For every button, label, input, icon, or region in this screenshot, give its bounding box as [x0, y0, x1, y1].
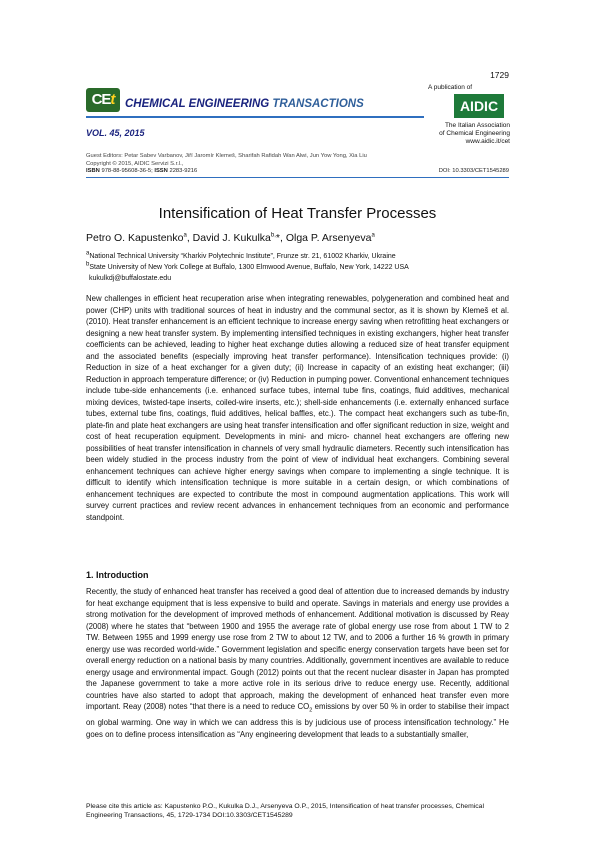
doi[interactable]: DOI: 10.3303/CET1545289 — [438, 168, 509, 174]
page-number: 1729 — [490, 70, 509, 80]
journal-logo: CEt — [86, 88, 120, 112]
paper-title: Intensification of Heat Transfer Processes — [158, 205, 437, 222]
journal-volume: VOL. 45, 2015 — [86, 128, 145, 138]
affiliation-2: $^b$State University of New York College at Buffalo, 1300 Elmwood Avenue, Buffalo, New York, 14222 USA — [86, 261, 409, 271]
header-rule — [86, 116, 424, 118]
guest-editors: Guest Editors: Petar Sabev Varbanov, Jiří Jaromír Klemeš, Sharifah Rafidah Wan Alwi, Jun Yow Yong, Xia Liu — [86, 153, 367, 159]
publisher-info — [428, 122, 510, 146]
publication-of-label: A publication of — [428, 84, 473, 91]
author-email[interactable]: kukulkdj@buffalostate.edu — [89, 275, 172, 282]
affiliation-1: $^a$National Technical University “Kharkiv Polytechnic Institute”, Frunze str. 21, 61002 Kharkiv, Ukraine — [86, 250, 396, 260]
isbn-issn: ISBN 978-88-95608-36-5; ISSN 2283-9216 — [86, 168, 198, 174]
publisher-url[interactable]: www.aidic.it/cet — [465, 138, 510, 145]
journal-title: CHEMICAL ENGINEERING TRANSACTIONS — [125, 98, 364, 110]
publisher-logo: AIDIC — [454, 94, 504, 118]
abstract: New challenges in efficient heat recuperation arise when integrating renewables, polygeneration and combined heat and power (CHP) units with traditional sources of heat in industry and the communal sector, as it is shown by Klemeš et al. (2010). Heat transfer enhancement is an efficient technique to increase energy saving when retrofitting heat exchangers or designing a new heat transfer system. By implementing intensified techniques in existing exchangers, higher heat transfer coefficients can be achieved, leading to higher heat exchange duties allowing a reduced size of heat transfer equipment and the associated benefits (especially improving heat transfer performance). Intensification techniques provide: (i) Reduction in size of a heat exchanger for a given duty; (ii) Increase in capacity of an existing heat exchanger; (iii) Reduction in approach temperature difference; or (iv) Reduction in pumping power. Conventional enhancement techniques include tube-side enhancements (i.e. enhanced surface tubes, internal tube fins, coatings, fluid additives, mechanical mixing devices, twisted-tape inserts, coiled-wire inserts, etc.); shell-side enhancements (i.e. externally enhanced surface tubes, external tube fins, coatings, fluid additives, helical baffles, etc.). The compact heat exchangers such as tube-fin, plate-fin and plate heat exchangers are using heat transfer intensification and offer significant reduction in size, weight and cost of heat recuperation equipment. Developments in mini- and micro- channel heat exchangers are offering new possibilities of heat transfer intensification in channels of very small hydraulic diameters. Recently such intensification has been widely studied in the process industry from the point of view of individual heat exchangers. Combining several enhancement techniques can achieve higher energy savings when compare to implementing a single technique. It is difficult to identify which intensification technique is more suitable in a certain design, or which combinations of enhancement techniques are expected to contribute the most in compound augmentation applications. This work will survey current practices and review recent advances in enhancement techniques from an economic and performance standpoint. — [86, 294, 509, 522]
citation-footer: Please cite this article as: Kapustenko P.O., Kukulka D.J., Arsenyeva O.P., 2015, Intensification of heat transfer processes, Chemical Engineering Transactions, 45, 1729-1734 DOI:10.3303/CET1545289 — [86, 803, 484, 819]
meta-rule — [86, 177, 509, 178]
copyright: Copyright © 2015, AIDIC Servizi S.r.l., — [86, 161, 184, 167]
authors: Petro O. Kapustenko$^a$, David J. Kukulka$^{b,}$*, Olga P. Arsenyeva$^a$ — [86, 232, 375, 244]
publisher-line2: of Chemical Engineering — [439, 130, 510, 137]
publisher-line1: The Italian Association — [444, 122, 510, 129]
introduction-text: Recently, the study of enhanced heat transfer has received a good deal of attention due to increased demands by industry for heat exchange equipment that is less expensive to build and operate. Savings in materials and energy use provides a strong motivation for the development of improved methods of enhancement. Additional motivation is discussed by Reay (2008) where he states that “between 1900 and 1955 the average rate of global energy use rose from about 1 TW to 2 TW. Between 1955 and 1999 energy use rose from 2 TW to about 12 TW, and to 2006 a further 16 % growth in primary energy use was recorded world-wide.” Government legislation and specific energy conservation targets have been set for overall energy reduction on a national basis by many countries. Additionally, government incentives are available to reduce energy usage and environmental impact. Gough (2012) points out that the recent nuclear disaster in Japan has prompted the Japanese government to take a more active role in its serious drive to reduce energy use. Recently, additional countries have also started to adopt that approach, making the development of enhanced heat transfer even more important. Reay (2008) notes “that there is a need to reduce $CO_2$ emissions by over 50 % in order to stabilise their impact on global warming. One way in which we can address this is by judicious use of process intensification technology.” He goes on to define process intensification as “Any engineering development that leads to a substantially smaller, — [86, 587, 510, 739]
section-heading-introduction: 1. Introduction — [86, 570, 149, 580]
editors-block — [86, 152, 426, 168]
